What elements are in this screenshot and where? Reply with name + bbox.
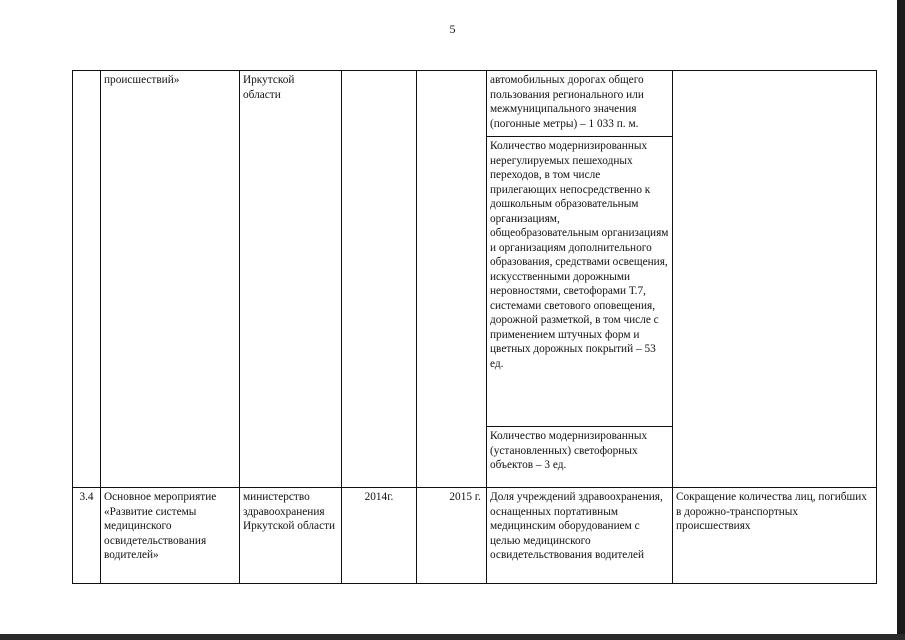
start-year xyxy=(342,71,417,488)
page-number: 5 xyxy=(449,22,456,36)
end-year: 2015 г. xyxy=(417,488,487,584)
end-year xyxy=(417,71,487,488)
program-table xyxy=(72,70,877,584)
expected-result xyxy=(673,71,877,488)
indicator-cell: Доля учреждений здравоохранения, оснащенных портативным медицинским оборудованием с целью медицинского освидетельствования водителей xyxy=(487,488,673,584)
measure-name: Основное мероприятие «Развитие системы медицинского освидетельствования водителей» xyxy=(101,488,240,584)
scan-right-edge xyxy=(897,0,905,640)
start-year: 2014г. xyxy=(342,488,417,584)
expected-result: Сокращение количества лиц, погибших в дорожно-транспортных происшествиях xyxy=(673,488,877,584)
executor: Иркутской области xyxy=(240,71,342,488)
table-row xyxy=(73,71,877,137)
executor: министерство здравоохранения Иркутской области xyxy=(240,488,342,584)
table-row xyxy=(73,488,877,584)
row-number xyxy=(73,71,101,488)
indicator-cell: Количество модернизированных (установленных) светофорных объектов – 3 ед. xyxy=(487,427,673,488)
indicator-cell: Количество модернизированных нерегулируемых пешеходных переходов, в том числе прилегающих непосредственно к дошкольным образовательным организациям, общеобразовательным организациям и организациям дополнительного образования, средствами освещения, искусственными дорожными неровностями, светофорами Т.7, системами светового оповещения, дорожной разметкой, в том числе с применением штучных форм и цветных дорожных покрытий – 53 ед. xyxy=(487,137,673,427)
measure-name: происшествий» xyxy=(101,71,240,488)
scan-bottom-edge xyxy=(0,634,905,640)
indicator-cell: автомобильных дорогах общего пользования регионального или межмуниципального значения (погонные метры) – 1 033 п. м. xyxy=(487,71,673,137)
row-number: 3.4 xyxy=(73,488,101,584)
